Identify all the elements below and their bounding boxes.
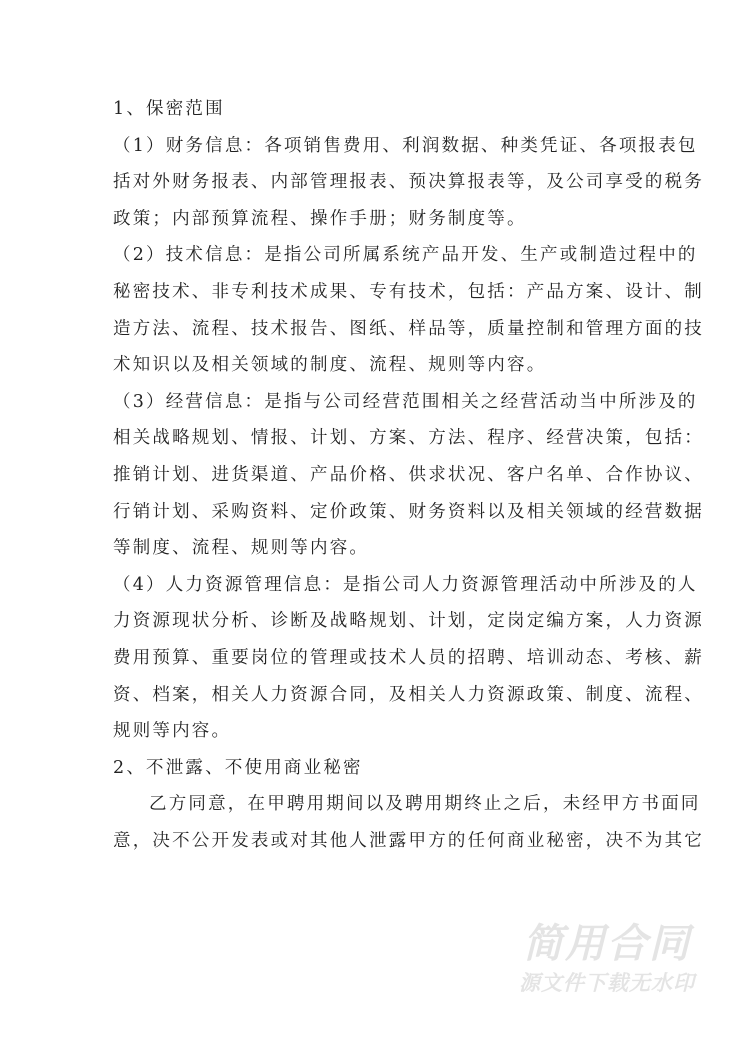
item-financial-info	[113, 131, 704, 241]
document-page	[113, 94, 704, 862]
text-line: 资、档案，相关人力资源合同，及相关人力资源政策、制度、流程、	[113, 684, 704, 705]
text-line: 政策；内部预算流程、操作手册；财务制度等。	[113, 208, 527, 229]
text-line: 秘密技术、非专利技术成果、专有技术，包括：产品方案、设计、制	[113, 281, 704, 302]
section-2-paragraph	[113, 789, 704, 862]
text-line: 规则等内容。	[113, 721, 232, 742]
text-line: 力资源现状分析、诊断及战略规划、计划，定岗定编方案，人力资源	[113, 611, 704, 632]
section-2-heading: 2、不泄露、不使用商业秘密	[113, 757, 363, 778]
text-line: 造方法、流程、技术报告、图纸、样品等，质量控制和管理方面的技	[113, 318, 704, 339]
watermark-logo-text: 简用合同	[523, 921, 691, 967]
item-hr-info	[113, 570, 704, 753]
item-business-info	[113, 387, 704, 570]
text-line: 行销计划、采购资料、定价政策、财务资料以及相关领域的经营数据	[113, 501, 704, 522]
text-line: （2）技术信息：是指公司所属系统产品开发、生产或制造过程中的	[113, 245, 698, 266]
text-line: 乙方同意，在甲聘用期间以及聘用期终止之后，未经甲方书面同	[149, 794, 701, 815]
text-line: 费用预算、重要岗位的管理或技术人员的招聘、培训动态、考核、薪	[113, 647, 704, 668]
section-1-heading: 1、保密范围	[113, 99, 225, 119]
text-line: 相关战略规划、情报、计划、方案、方法、程序、经营决策，包括：	[113, 428, 704, 449]
text-line: （1）财务信息：各项销售费用、利润数据、种类凭证、各项报表包	[113, 135, 698, 156]
text-line: （3）经营信息：是指与公司经营范围相关之经营活动当中所涉及的	[113, 391, 698, 412]
text-line: 推销计划、进货渠道、产品价格、供求状况、客户名单、合作协议、	[113, 464, 704, 485]
text-line: 等制度、流程、规则等内容。	[113, 538, 370, 559]
text-line: 意，决不公开发表或对其他人泄露甲方的任何商业秘密，决不为其它	[113, 830, 704, 851]
item-technical-info	[113, 240, 704, 386]
text-line: 术知识以及相关领域的制度、流程、规则等内容。	[113, 355, 547, 376]
watermark-subtext: 源文件下载无水印	[519, 971, 695, 995]
watermark	[512, 920, 702, 998]
text-line: （4）人力资源管理信息：是指公司人力资源管理活动中所涉及的人	[113, 574, 698, 595]
text-line: 括对外财务报表、内部管理报表、预决算报表等，及公司享受的税务	[113, 172, 704, 193]
